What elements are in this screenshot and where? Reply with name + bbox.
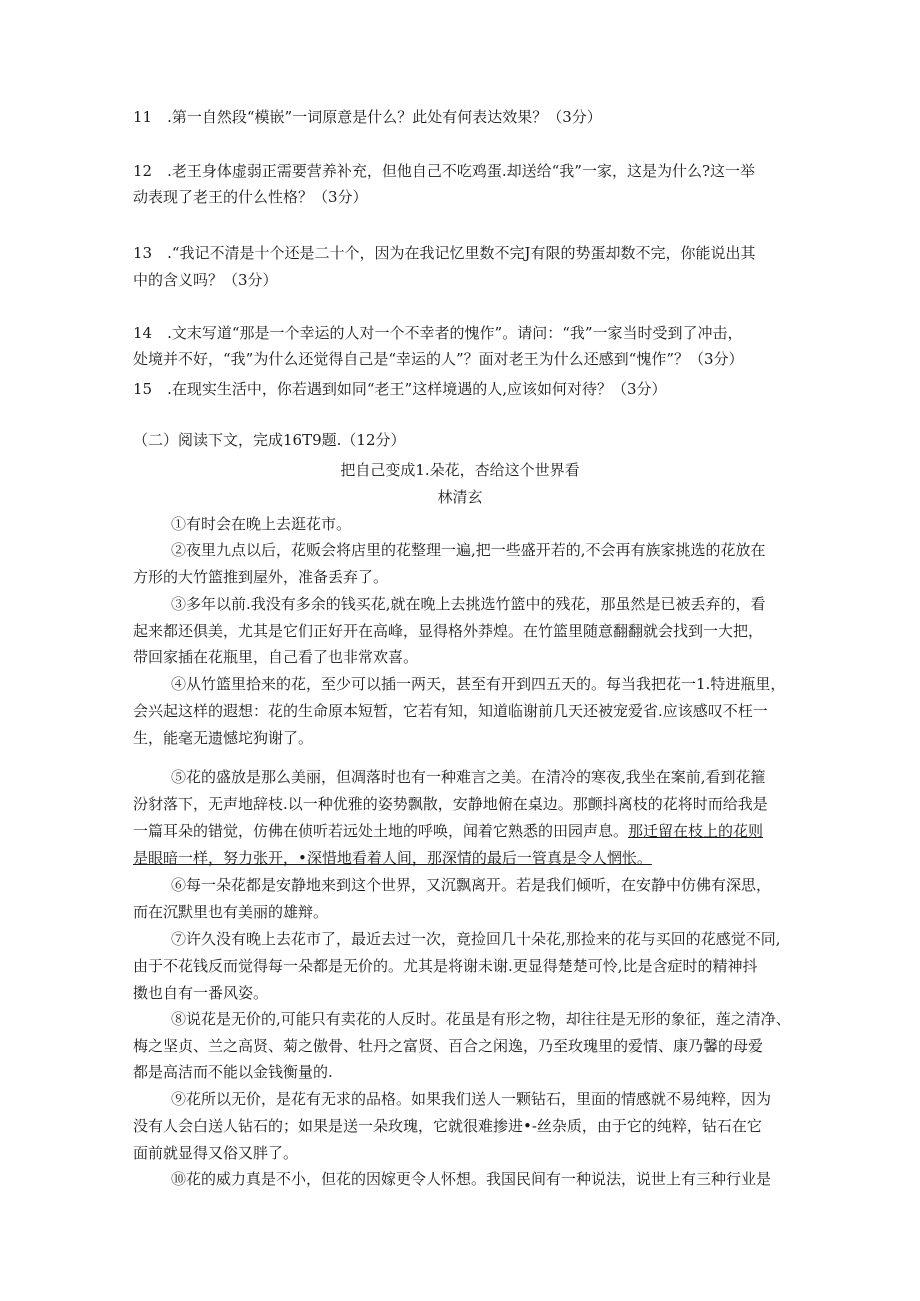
question-14-line-1: 14 .文末写道“那是一个幸运的人对一个不幸者的愧作”。请问：“我”一家当时受到了冲击， (133, 324, 743, 342)
paragraph-5-line-2: 汾豺落下，无声地辞枝.以一种优雅的姿势飘散，安静地俯在桌边。那颤抖离枝的花将时而给我是 (133, 795, 768, 813)
paragraph-8-line-2: 梅之坚贞、兰之高贤、菊之傲骨、牡丹之富贤、百合之闲逸，乃至玫瑰里的爱情、康乃馨的母爱 (133, 1037, 764, 1055)
paragraph-9-line-1: ⑨花所以无价，是花有无求的品格。如果我们送人一颗钻石，里面的情感就不易纯粹，因为 (171, 1090, 772, 1108)
underlined-sentence-end: 是眼暗一样，努力张开，•深惜地看着人间，那深情的最后一管真是令人惘怅。 (133, 849, 652, 867)
paragraph-5-line-3-text: 一篇耳朵的错觉，仿佛在侦听若远处土地的呼唤，闻着它熟悉的田园声息。 (133, 822, 629, 840)
paragraph-8-line-1: ⑧说花是无价的,可能只有卖花的人反时。花虽是有形之物，却往往是无形的象征，莲之清净、 (171, 1010, 791, 1028)
section-header: （二）阅读下文，完成16T9题.（12分） (133, 431, 406, 449)
paragraph-9-line-3: 面前就显得又俗又胖了。 (133, 1144, 299, 1162)
paragraph-7-line-2: 由于不花钱反而觉得每一朵都是无价的。尤其是将谢未谢.更显得楚楚可怜,比是含症时的精神抖 (133, 957, 758, 975)
question-12-line-2: 动表现了老王的什么性格？（3分） (133, 188, 368, 206)
question-13-line-2: 中的含义吗？（3分） (133, 271, 278, 289)
paragraph-7-line-3: 擞也自有一番风姿。 (133, 984, 269, 1002)
paragraph-3-line-2: 起来都还俱美，尤其是它们正好开在高峰，显得格外莽煌。在竹篮里随意翻翻就会找到一大把， (133, 622, 764, 640)
paragraph-7-line-1: ⑦许久没有晚上去花市了，最近去过一次，竟捡回几十朵花,那捡来的花与买回的花感觉不同, (171, 930, 781, 948)
paragraph-5-line-1: ⑤花的盛放是那么美丽，但凋落时也有一种难言之美。在清冷的寒夜,我坐在案前,看到花箍 (171, 768, 766, 786)
paragraph-4-line-1: ④从竹篮里拾来的花，至少可以插一两天，甚至有开到四五天的。每当我把花一1.特进瓶里， (171, 675, 786, 693)
paragraph-2-line-1: ②夜里九点以后，花贩会将店里的花整理一遍,把一些盛开若的,不会再有族家挑选的花放在 (171, 541, 766, 559)
paragraph-9-line-2: 没有人会白送人钻石的；如果是送一朵玫瑰，它就很难掺进•-丝杂质，由于它的纯粹，钻石在它 (133, 1117, 762, 1135)
paragraph-10-line-1: ⑩花的威力真是不小，但花的因嫁更令人怀想。我国民间有一种说法，说世上有三种行业是 (171, 1170, 772, 1188)
paragraph-2-line-2: 方形的大竹篮推到屋外，准备丢弃了。 (133, 568, 389, 586)
paragraph-4-line-2: 会兴起这样的遐想：花的生命原本短暂，它若有知，知道临谢前几天还被宠爱省.应该感叹不枉一 (133, 702, 768, 720)
question-13-line-1: 13 .“我记不清是十个还是二十个，因为在我记忆里数不完J有限的势蛋却数不完，你能说出其 (133, 244, 756, 262)
underlined-sentence-start: 那迁留在枝上的花则 (628, 822, 764, 840)
article-title: 把自己变成1.朵花，杏给这个世界看 (340, 461, 580, 479)
paragraph-6-line-1: ⑥每一朵花都是安静地来到这个世界，又沉飘离开。若是我们倾听，在安静中仿佛有深思， (171, 876, 772, 894)
question-14-line-2: 处境并不好，“我”为什么还觉得自己是“幸运的人”？面对老王为什么还感到“愧作”？（3分） (133, 350, 744, 368)
question-12-line-1: 12 .老王身体虚弱正需要营养补充，但他自己不吃鸡蛋.却送给“我”一家，这是为什么?这一举 (133, 162, 756, 180)
paragraph-1: ①有时会在晚上去逛花市。 (171, 515, 352, 533)
paragraph-6-line-2: 而在沉默里也有美丽的雄辩。 (133, 903, 329, 921)
paragraph-3-line-1: ③多年以前.我没有多余的钱买花,就在晚上去挑选竹篮中的残花，那虽然是已被丢弃的，看 (171, 595, 766, 613)
paragraph-5-line-4 (133, 848, 793, 868)
paragraph-5-line-3 (133, 821, 793, 841)
article-author: 林清玄 (437, 488, 483, 506)
question-15: 15 .在现实生活中，你若遇到如同“老王”这样境遇的人,应该如何对待？（3分） (133, 380, 667, 398)
paragraph-8-line-3: 都是高洁而不能以金钱衡量的. (133, 1063, 333, 1081)
question-11: 11 .第一自然段“模嵌”一词原意是什么？此处有何表达效果？（3分） (133, 108, 602, 126)
paragraph-4-line-3: 生，能毫无遗憾坨狗谢了。 (133, 729, 314, 747)
paragraph-3-line-3: 带回家插在花瓶里，自己看了也非常欢喜。 (133, 648, 419, 666)
